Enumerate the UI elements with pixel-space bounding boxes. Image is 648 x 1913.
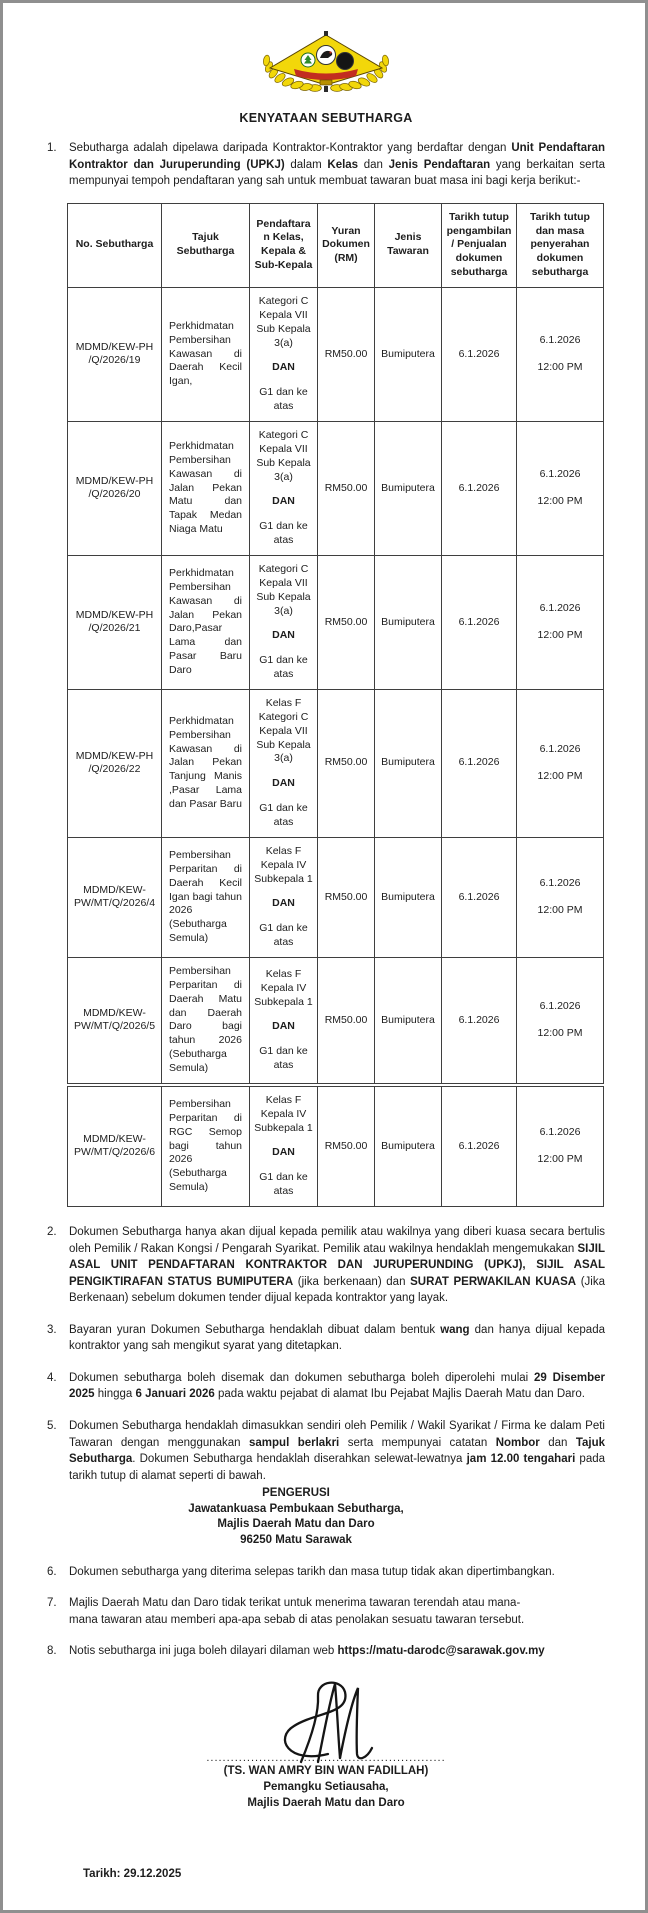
council-crest-logo xyxy=(260,31,392,93)
cell-jenis: Bumiputera xyxy=(375,958,442,1085)
address-line: Jawatankuasa Pembukaan Sebutharga, xyxy=(188,1502,404,1515)
cell-tajuk: Perkhidmatan Pembersihan Kawasan di Jalan Pekan Daro,Pasar Lama dan Pasar Baru Daro xyxy=(162,555,250,689)
cell-tarikh-tutup: 6.1.2026 xyxy=(442,1085,517,1207)
table-row xyxy=(68,958,604,1085)
signatory-organisation: Majlis Daerah Matu dan Daro xyxy=(247,1796,405,1809)
table-row xyxy=(68,555,604,689)
notice-item-1 xyxy=(47,140,605,190)
cell-pendaftaran: Kelas F Kepala IV Subkepala 1 DAN G1 dan ke atas xyxy=(250,837,318,957)
cell-tarikh-penyerahan: 6.1.2026 12:00 PM xyxy=(517,837,604,957)
cell-pendaftaran: Kategori C Kepala VII Sub Kepala 3(a) DAN G1 dan ke atas xyxy=(250,421,318,555)
cell-jenis: Bumiputera xyxy=(375,421,442,555)
crest-finial xyxy=(324,31,328,36)
item-text: Majlis Daerah Matu dan Daro tidak terikat untuk menerima tawaran terendah atau mana-mana tawaran atau memberi apa-apa sebab di atas penolakan sesuatu tawaran tersebut. xyxy=(69,1597,525,1626)
notice-item-3 xyxy=(47,1322,605,1355)
item-number: 7. xyxy=(47,1597,57,1610)
signatory-name: (TS. WAN AMRY BIN WAN FADILLAH) xyxy=(223,1764,429,1777)
notice-item-7 xyxy=(47,1595,605,1628)
cell-jenis: Bumiputera xyxy=(375,287,442,421)
cell-yuran: RM50.00 xyxy=(318,1085,375,1207)
item-number: 3. xyxy=(47,1323,57,1336)
address-line: 96250 Matu Sarawak xyxy=(240,1534,352,1547)
item-number: 8. xyxy=(47,1645,57,1658)
cell-jenis: Bumiputera xyxy=(375,689,442,837)
cell-tajuk: Pembersihan Perparitan di Daerah Kecil Igan bagi tahun 2026 (Sebutharga Semula) xyxy=(162,837,250,957)
item-number: 1. xyxy=(47,142,57,154)
column-header-no: No. Sebutharga xyxy=(68,203,162,287)
item-text: Dokumen sebutharga yang diterima selepas tarikh dan masa tutup tidak akan dipertimbangkan. xyxy=(69,1565,555,1578)
page-title: KENYATAAN SEBUTHARGA xyxy=(239,111,413,125)
cell-tajuk: Pembersihan Perparitan di Daerah Matu dan Daerah Daro bagi tahun 2026 (Sebutharga Semula) xyxy=(162,958,250,1085)
cell-no-sebutharga: MDMD/KEW-PH /Q/2026/21 xyxy=(68,555,162,689)
notice-item-6 xyxy=(47,1564,605,1581)
cell-tarikh-penyerahan: 6.1.2026 12:00 PM xyxy=(517,958,604,1085)
column-header-pendaftaran: Pendaftaran Kelas, Kepala & Sub-Kepala xyxy=(250,203,318,287)
cell-tarikh-tutup: 6.1.2026 xyxy=(442,958,517,1085)
address-line: PENGERUSI xyxy=(262,1487,330,1500)
item-number: 6. xyxy=(47,1565,57,1578)
notice-item-8 xyxy=(47,1643,605,1660)
signature-scribble xyxy=(270,1676,382,1768)
cell-pendaftaran: Kategori C Kepala VII Sub Kepala 3(a) DAN G1 dan ke atas xyxy=(250,287,318,421)
notice-item-5 xyxy=(47,1418,605,1484)
item-text: Notis sebutharga ini juga boleh dilayari dilaman web https://matu-darodc@sarawak.gov.my xyxy=(69,1645,545,1658)
cell-tarikh-penyerahan: 6.1.2026 12:00 PM xyxy=(517,421,604,555)
column-header-tajuk: Tajuk Sebutharga xyxy=(162,203,250,287)
cell-no-sebutharga: MDMD/KEW-PH /Q/2026/19 xyxy=(68,287,162,421)
cell-no-sebutharga: MDMD/KEW-PW/MT/Q/2026/4 xyxy=(68,837,162,957)
cell-no-sebutharga: MDMD/KEW-PH /Q/2026/20 xyxy=(68,421,162,555)
cell-pendaftaran: Kelas F Kepala IV Subkepala 1 DAN G1 dan ke atas xyxy=(250,958,318,1085)
item-text: Bayaran yuran Dokumen Sebutharga hendaklah dibuat dalam bentuk wang dan hanya dijual kepada kontraktor yang sah mengikut syarat yang ditetapkan. xyxy=(69,1323,605,1353)
item-number: 2. xyxy=(47,1226,57,1239)
cell-yuran: RM50.00 xyxy=(318,689,375,837)
cell-tarikh-penyerahan: 6.1.2026 12:00 PM xyxy=(517,689,604,837)
cell-yuran: RM50.00 xyxy=(318,958,375,1085)
cell-tajuk: Pembersihan Perparitan di RGC Semop bagi tahun 2026 (Sebutharga Semula) xyxy=(162,1085,250,1207)
cell-yuran: RM50.00 xyxy=(318,555,375,689)
cell-no-sebutharga: MDMD/KEW-PW/MT/Q/2026/5 xyxy=(68,958,162,1085)
cell-jenis: Bumiputera xyxy=(375,555,442,689)
item-number: 4. xyxy=(47,1371,57,1384)
cell-tarikh-penyerahan: 6.1.2026 12:00 PM xyxy=(517,555,604,689)
notice-item-4 xyxy=(47,1370,605,1403)
cell-tarikh-tutup: 6.1.2026 xyxy=(442,421,517,555)
cell-tajuk: Perkhidmatan Pembersihan Kawasan di Jalan Pekan Tanjung Manis ,Pasar Lama dan Pasar Baru xyxy=(162,689,250,837)
cell-jenis: Bumiputera xyxy=(375,1085,442,1207)
cell-yuran: RM50.00 xyxy=(318,837,375,957)
cell-tarikh-penyerahan: 6.1.2026 12:00 PM xyxy=(517,1085,604,1207)
cell-pendaftaran: Kategori C Kepala VII Sub Kepala 3(a) DAN G1 dan ke atas xyxy=(250,555,318,689)
address-block xyxy=(47,1486,545,1549)
notice-item-2 xyxy=(47,1224,605,1307)
document-date: Tarikh: 29.12.2025 xyxy=(83,1867,182,1880)
cell-tarikh-tutup: 6.1.2026 xyxy=(442,287,517,421)
signatory-role: Pemangku Setiausaha, xyxy=(263,1780,389,1793)
tender-table xyxy=(67,203,604,1207)
address-line: Majlis Daerah Matu dan Daro xyxy=(217,1518,375,1531)
item-text: Dokumen Sebutharga hanya akan dijual kepada pemilik atau wakilnya yang diberi kuasa secara bertulis oleh Pemilik / Rakan Kongsi / Pengarah Syarikat. Pemilik atau wakilnya hendaklah mengemukakan SIJIL ASAL UNIT PENDAFTARAN KONTRAKTOR DAN JURUPERUNDING (UPKJ), SIJIL ASAL PENGIKTIRAFAN STATUS BUMIPUTERA (jika berkenaan) dan SURAT PERWAKILAN KUASA (Jika Berkenaan) sebelum dokumen tender dijual kepada kontraktor yang layak. xyxy=(69,1226,605,1305)
cell-tarikh-tutup: 6.1.2026 xyxy=(442,689,517,837)
cell-pendaftaran: Kelas F Kategori C Kepala VII Sub Kepala 3(a) DAN G1 dan ke atas xyxy=(250,689,318,837)
cell-tajuk: Perkhidmatan Pembersihan Kawasan di Jalan Pekan Matu dan Tapak Medan Niaga Matu xyxy=(162,421,250,555)
cell-tarikh-tutup: 6.1.2026 xyxy=(442,837,517,957)
item-text: Sebutharga adalah dipelawa daripada Kontraktor-Kontraktor yang berdaftar dengan Unit Pendaftaran Kontraktor dan Juruperunding (UPKJ) dalam Kelas dan Jenis Pendaftaran yang berkaitan serta mempunyai tempoh pendaftaran yang sah untuk membuat tawaran buat masa ini bagi kerja berikut:- xyxy=(69,142,606,188)
item-number: 5. xyxy=(47,1419,57,1432)
cell-tarikh-tutup: 6.1.2026 xyxy=(442,555,517,689)
cell-tajuk: Perkhidmatan Pembersihan Kawasan di Daerah Kecil Igan, xyxy=(162,287,250,421)
cell-yuran: RM50.00 xyxy=(318,287,375,421)
cell-no-sebutharga: MDMD/KEW-PH /Q/2026/22 xyxy=(68,689,162,837)
table-row xyxy=(68,287,604,421)
cell-no-sebutharga: MDMD/KEW-PW/MT/Q/2026/6 xyxy=(68,1085,162,1207)
cell-pendaftaran: Kelas F Kepala IV Subkepala 1 DAN G1 dan ke atas xyxy=(250,1085,318,1207)
cell-yuran: RM50.00 xyxy=(318,421,375,555)
signature-dotted-line: ........................................................... xyxy=(206,1751,446,1764)
signature-section xyxy=(47,1676,605,1812)
column-header-tarikh-penyerahan: Tarikh tutup dan masa penyerahan dokumen sebutharga xyxy=(517,203,604,287)
column-header-jenis: Jenis Tawaran xyxy=(375,203,442,287)
column-header-yuran: Yuran Dokumen (RM) xyxy=(318,203,375,287)
table-row xyxy=(68,421,604,555)
table-row xyxy=(68,837,604,957)
column-header-tarikh-tutup: Tarikh tutup pengambilan / Penjualan dokumen sebutharga xyxy=(442,203,517,287)
logo-container xyxy=(47,31,605,98)
table-row xyxy=(68,1085,604,1207)
table-header-row xyxy=(68,203,604,287)
table-row xyxy=(68,689,604,837)
cell-tarikh-penyerahan: 6.1.2026 12:00 PM xyxy=(517,287,604,421)
item-text: Dokumen sebutharga boleh disemak dan dokumen sebutharga boleh diperolehi mulai 29 Disember 2025 hingga 6 Januari 2026 pada waktu pejabat di alamat Ibu Pejabat Majlis Daerah Matu dan Daro. xyxy=(69,1371,605,1401)
item-text: Dokumen Sebutharga hendaklah dimasukkan sendiri oleh Pemilik / Wakil Syarikat / Firma ke dalam Peti Tawaran dengan menggunakan sampul berlakri serta mempunyai catatan Nombor dan Tajuk Sebutharga. Dokumen Sebutharga hendaklah diserahkan selewat-lewatnya jam 12.00 tengahari pada tarikh tutup di alamat seperti di bawah. xyxy=(69,1419,606,1482)
cell-jenis: Bumiputera xyxy=(375,837,442,957)
tender-table-body xyxy=(68,287,604,1206)
